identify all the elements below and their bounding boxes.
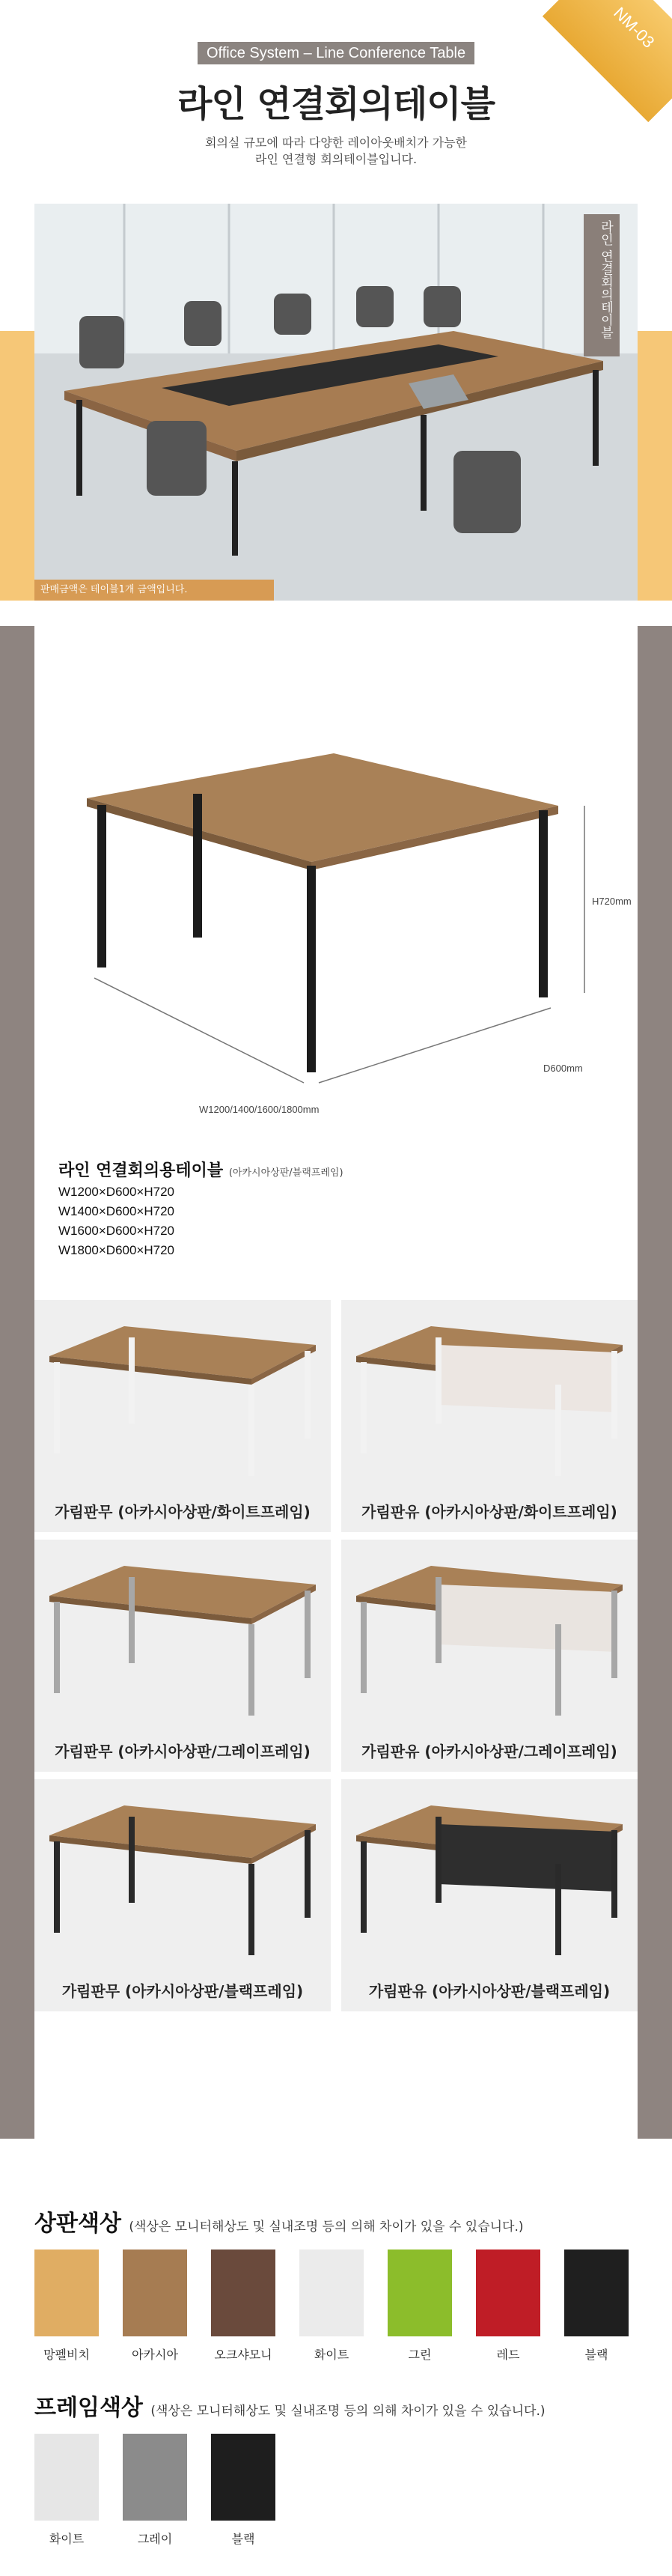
variant-label: 가림판유 (아카시아상판/화이트프레임) — [361, 1503, 617, 1521]
variant-card — [341, 1300, 638, 1532]
color-swatch-label: 블랙 — [584, 2348, 608, 2362]
color-swatch-label: 레드 — [496, 2348, 520, 2362]
color-swatch — [34, 2250, 99, 2336]
variant-card — [34, 1779, 331, 2011]
variant-card — [34, 1300, 331, 1532]
variant-card — [34, 1540, 331, 1772]
spec-line: W1400×D600×H720 — [58, 1204, 175, 1218]
top-color-title: 상판색상 — [34, 2211, 121, 2237]
description-line-2: 라인 연결형 회의테이블입니다. — [254, 152, 418, 166]
top-color-note: (색상은 모니터해상도 및 실내조명 등의 의해 차이가 있을 수 있습니다.) — [129, 2220, 524, 2235]
hero-photo — [34, 204, 638, 601]
variant-label: 가림판무 (아카시아상판/그레이프레임) — [55, 1743, 311, 1761]
variant-table-drawing — [34, 1300, 331, 1487]
hero-section — [0, 204, 672, 601]
color-swatch-label: 블랙 — [231, 2532, 255, 2546]
color-swatch-label: 화이트 — [314, 2348, 349, 2362]
color-swatch — [123, 2250, 187, 2336]
frame-color-title: 프레임색상 — [34, 2395, 143, 2421]
variant-label: 가림판유 (아카시아상판/블랙프레임) — [368, 1982, 611, 2000]
variant-table-drawing — [341, 1779, 638, 1966]
modesty-panel — [439, 1585, 617, 1652]
conference-room-illustration — [34, 204, 638, 601]
variant-card — [341, 1540, 638, 1772]
header — [0, 0, 672, 166]
color-swatch — [388, 2250, 452, 2336]
depth-label: D600mm — [543, 1063, 583, 1074]
dimension-drawing — [34, 708, 638, 1128]
description-line-1: 회의실 규모에 따라 다양한 레이아웃배치가 가능한 — [204, 136, 467, 150]
spec-line: W1600×D600×H720 — [58, 1224, 175, 1238]
color-swatch-label: 그린 — [408, 2348, 432, 2362]
modesty-panel — [439, 1824, 617, 1892]
variant-label: 가림판무 (아카시아상판/화이트프레임) — [55, 1503, 311, 1521]
variant-table-drawing — [341, 1540, 638, 1727]
product-name — [58, 1158, 343, 1181]
spec-line: W1800×D600×H720 — [58, 1243, 175, 1257]
price-footnote: 판매금액은 테이블1개 금액입니다. — [34, 580, 274, 601]
height-label: H720mm — [592, 896, 632, 907]
frame-color-heading — [34, 2389, 545, 2422]
variant-table-drawing — [34, 1540, 331, 1727]
page-title: 라인 연결회의테이블 — [177, 83, 495, 125]
variant-table-drawing — [341, 1300, 638, 1487]
color-swatch — [476, 2250, 540, 2336]
top-color-heading — [34, 2205, 524, 2238]
variant-table-drawing — [34, 1779, 331, 1966]
color-swatch-label: 아카시아 — [132, 2348, 178, 2362]
product-name-text: 라인 연결회의용테이블 — [58, 1161, 224, 1180]
color-swatch — [211, 2434, 275, 2521]
color-swatch — [564, 2250, 629, 2336]
spec-section — [0, 626, 672, 2139]
hero-band-right — [638, 331, 672, 601]
variant-label: 가림판무 (아카시아상판/블랙프레임) — [61, 1982, 304, 2000]
color-swatch — [299, 2250, 364, 2336]
color-swatch — [123, 2434, 187, 2521]
model-tag: NM-03 — [610, 3, 659, 52]
variant-card — [341, 1779, 638, 2011]
variant-label: 가림판유 (아카시아상판/그레이프레임) — [361, 1743, 617, 1761]
hero-caption: 라인 연결회의테이블 — [598, 220, 613, 339]
modesty-panel — [439, 1345, 617, 1412]
color-swatch — [34, 2434, 99, 2521]
spec-line: W1200×D600×H720 — [58, 1185, 175, 1199]
color-swatch-label: 망펠비치 — [43, 2348, 90, 2362]
spec-card — [34, 626, 638, 2139]
hero-band-left — [0, 331, 34, 601]
color-swatch-label: 그레이 — [137, 2532, 173, 2546]
color-swatch-label: 화이트 — [49, 2532, 85, 2546]
frame-color-note: (색상은 모니터해상도 및 실내조명 등의 의해 차이가 있을 수 있습니다.) — [150, 2404, 546, 2419]
color-swatch-label: 오크샤모니 — [214, 2348, 272, 2362]
width-label: W1200/1400/1600/1800mm — [199, 1104, 320, 1115]
color-swatch — [211, 2250, 275, 2336]
product-name-note: (아카시아상판/블랙프레임) — [228, 1167, 343, 1179]
subtitle-bar: Office System – Line Conference Table — [198, 42, 474, 64]
